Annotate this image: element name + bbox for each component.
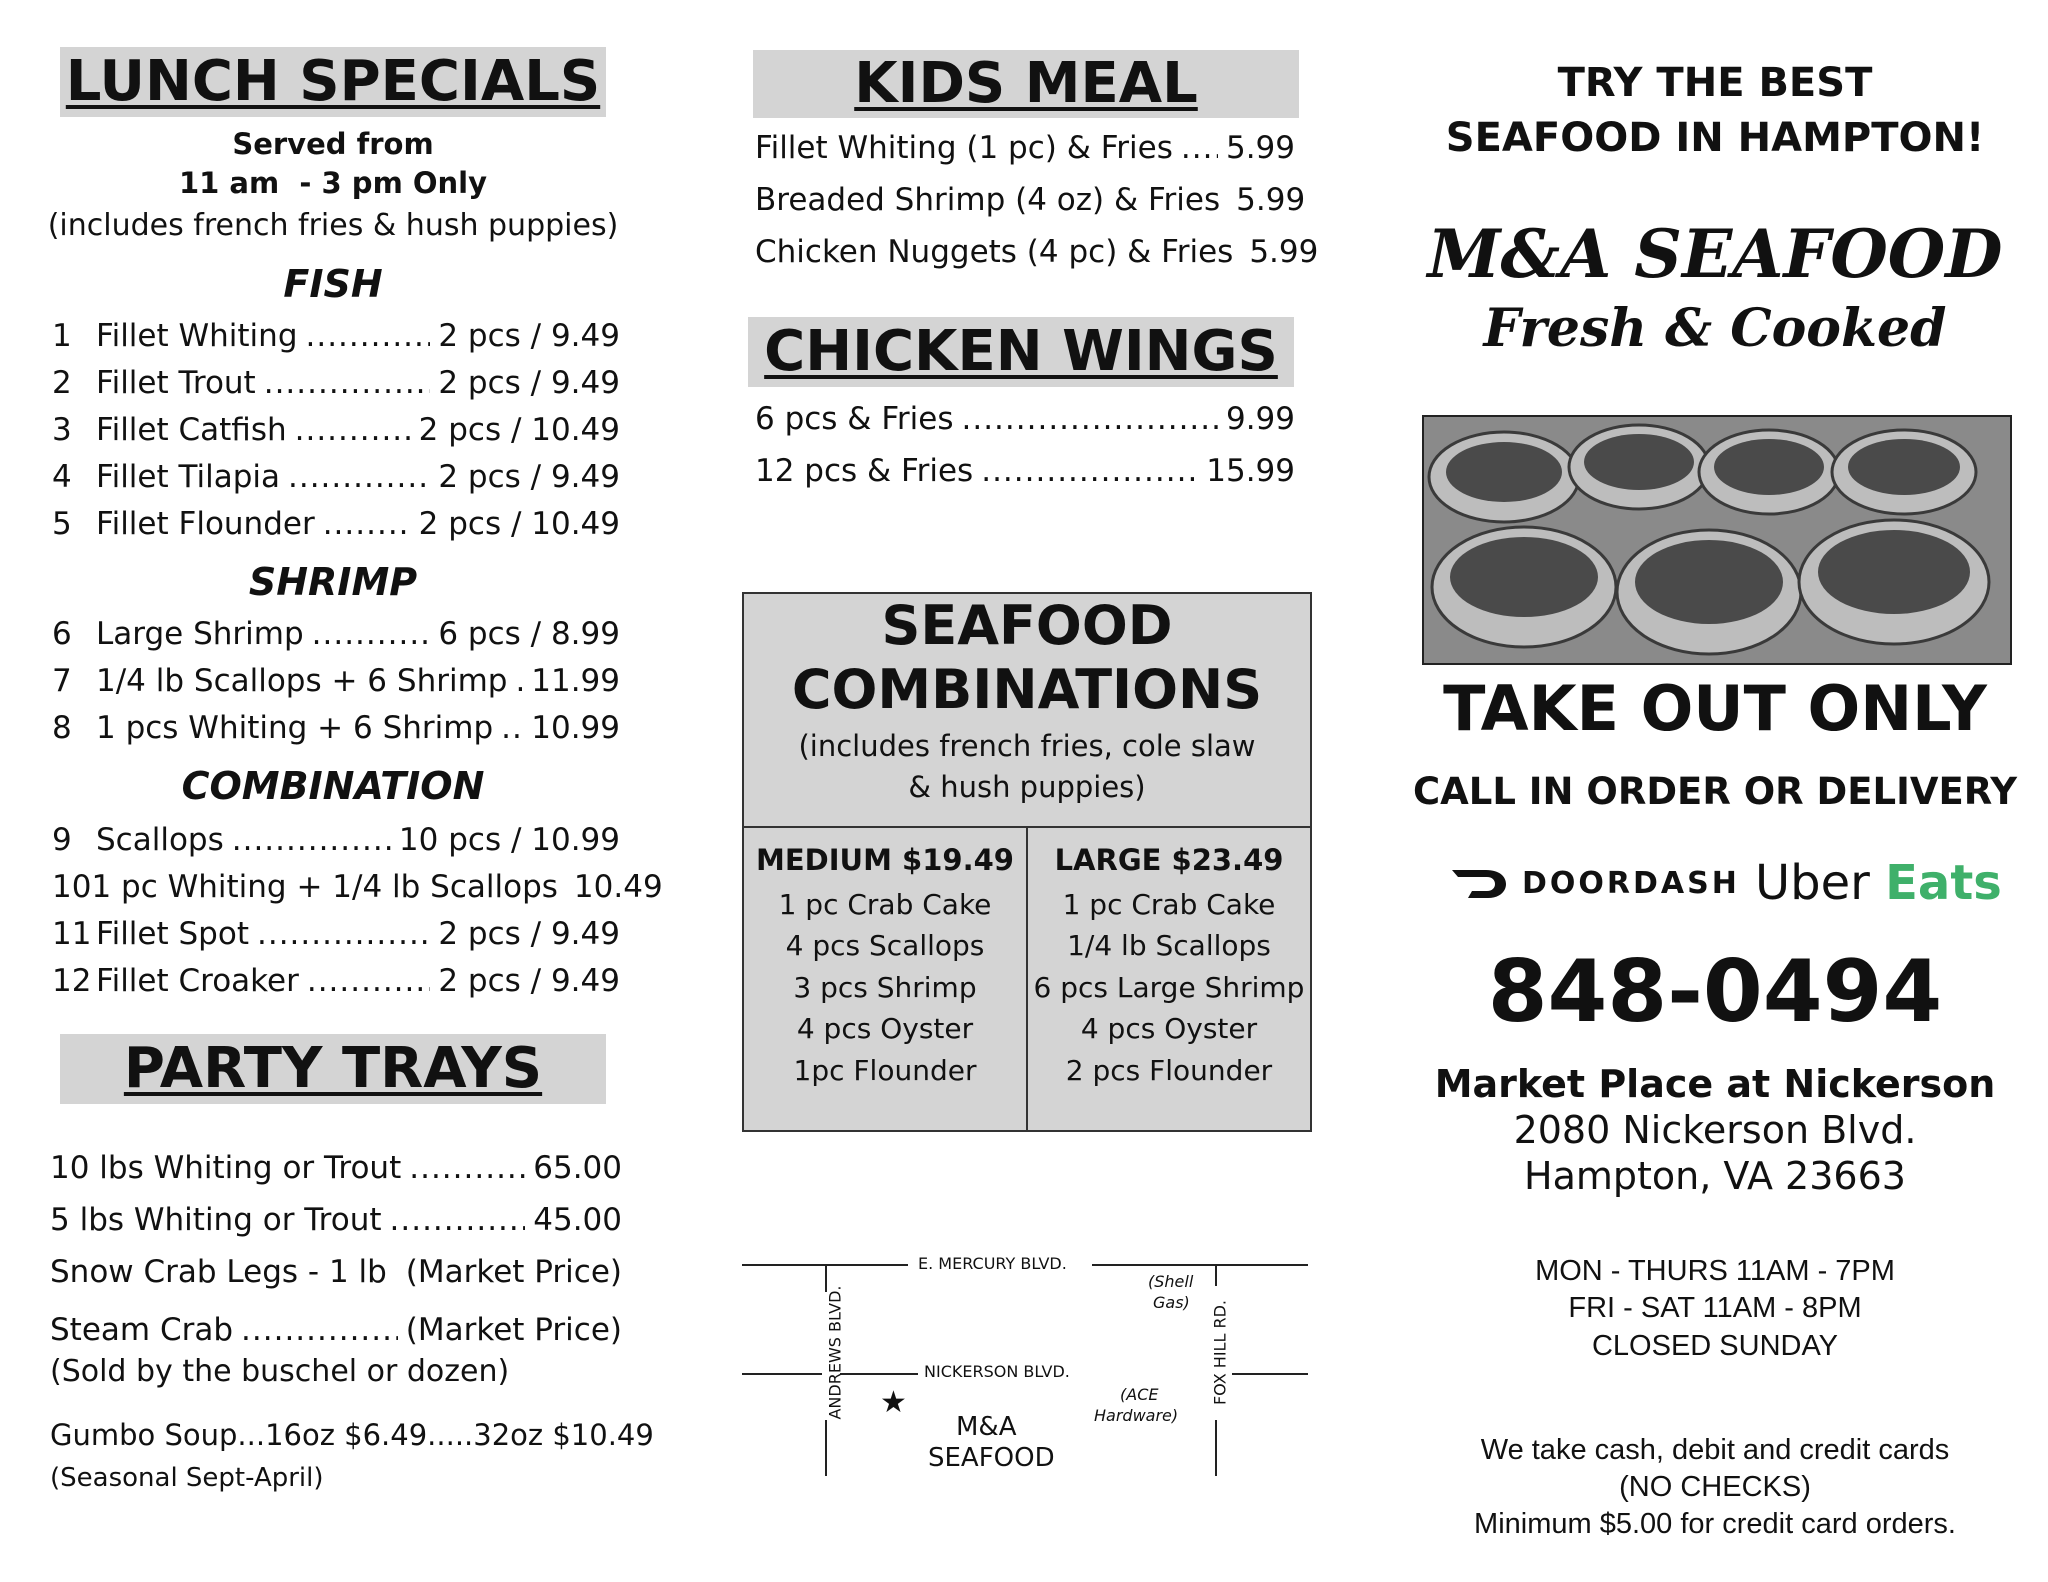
party-trays-title: PARTY TRAYS xyxy=(123,1036,543,1101)
foxhill-road xyxy=(1215,1264,1217,1286)
menu-item-row xyxy=(50,1150,622,1186)
item-name: Fillet Tilapia xyxy=(96,459,280,495)
hours-line-3: CLOSED SUNDAY xyxy=(1591,1330,1839,1362)
leader-dots xyxy=(501,710,523,746)
lunch-includes-note: (includes french fries & hush puppies) xyxy=(47,208,619,243)
andrews-label: ANDREWS BLVD. xyxy=(825,1285,845,1420)
try-best-line-2: SEAFOOD IN HAMPTON! xyxy=(1445,115,1985,161)
medium-item: 4 pcs Oyster xyxy=(796,1012,974,1045)
uber-label: Uber xyxy=(1755,855,1870,911)
menu-item-row xyxy=(50,1312,622,1348)
item-price: 11.99 xyxy=(531,663,620,699)
leader-dots xyxy=(323,506,411,542)
kids-meal-header xyxy=(753,50,1299,118)
item-name: Fillet Spot xyxy=(96,916,249,952)
item-name: 12 pcs & Fries xyxy=(755,453,974,489)
leader-dots xyxy=(241,1312,398,1348)
leader-dots xyxy=(962,401,1218,437)
menu-item-row xyxy=(52,663,620,699)
item-price: 2 pcs / 10.49 xyxy=(418,506,620,542)
doordash-label: DOORDASH xyxy=(1522,866,1740,901)
menu-item-row xyxy=(755,130,1295,166)
doordash-logo xyxy=(1450,866,1740,901)
shrimp-subheader: SHRIMP xyxy=(248,560,418,604)
item-name: 1 pc Whiting + 1/4 lb Scallops xyxy=(91,869,558,905)
item-number: 5 xyxy=(52,506,72,542)
market-place: Market Place at Nickerson xyxy=(1434,1062,1996,1106)
nickerson-road xyxy=(1232,1373,1308,1375)
item-name: Fillet Flounder xyxy=(96,506,315,542)
item-price: 6 pcs / 8.99 xyxy=(438,616,620,652)
shell-label-2: Gas) xyxy=(1153,1293,1190,1312)
item-price: (Market Price) xyxy=(405,1254,622,1290)
menu-item-row xyxy=(52,822,620,858)
foxhill-road xyxy=(1215,1420,1217,1476)
nickerson-label: NICKERSON BLVD. xyxy=(924,1362,1070,1381)
menu-item-row xyxy=(52,318,620,354)
menu-item-row xyxy=(52,412,620,448)
item-number: 4 xyxy=(52,459,72,495)
item-name: Fillet Trout xyxy=(96,365,256,401)
menu-item-row xyxy=(755,234,1319,270)
address-line-2: Hampton, VA 23663 xyxy=(1524,1154,1906,1198)
menu-item-row xyxy=(52,710,620,746)
leader-dots xyxy=(295,412,411,448)
item-name: Fillet Whiting (1 pc) & Fries xyxy=(755,130,1173,166)
item-price: 2 pcs / 9.49 xyxy=(438,318,620,354)
item-price: 65.00 xyxy=(533,1150,622,1186)
brand-tagline: Fresh & Cooked xyxy=(1483,298,1947,359)
item-price: 2 pcs / 9.49 xyxy=(438,963,620,999)
gumbo-soup: Gumbo Soup...16oz $6.49.....32oz $10.49 xyxy=(50,1418,654,1452)
combos-title-1: SEAFOOD xyxy=(881,594,1173,657)
ace-label-1: (ACE xyxy=(1120,1385,1159,1404)
item-number: 2 xyxy=(52,365,72,401)
medium-item: 4 pcs Scallops xyxy=(785,929,985,962)
leader-dots xyxy=(307,963,431,999)
large-item: 2 pcs Flounder xyxy=(1065,1053,1273,1087)
hours-line-2: FRI - SAT 11AM - 8PM xyxy=(1568,1292,1862,1324)
item-name: 6 pcs & Fries xyxy=(755,401,954,437)
menu-item-row xyxy=(52,869,663,905)
foxhill-label: FOX HILL RD. xyxy=(1210,1300,1230,1406)
item-name: Steam Crab xyxy=(50,1312,234,1348)
item-name: Breaded Shrimp (4 oz) & Fries xyxy=(755,182,1221,218)
payment-line-3: Minimum $5.00 for credit card orders. xyxy=(1474,1508,1956,1540)
item-name: Large Shrimp xyxy=(96,616,304,652)
medium-combo-title: MEDIUM $19.49 xyxy=(756,843,1014,877)
medium-combo xyxy=(744,828,1028,1132)
ace-label-2: Hardware) xyxy=(1094,1406,1179,1425)
chicken-wings-title: CHICKEN WINGS xyxy=(764,319,1278,384)
item-price: 2 pcs / 10.49 xyxy=(418,412,620,448)
kids-meal-title: KIDS MEAL xyxy=(854,51,1198,116)
party-trays-header xyxy=(60,1034,606,1104)
try-best-line-1: TRY THE BEST xyxy=(1557,60,1873,106)
nickerson-road xyxy=(742,1373,822,1375)
payment-line-1: We take cash, debit and credit cards xyxy=(1480,1434,1950,1466)
phone-number: 848-0494 xyxy=(1487,942,1943,1042)
combination-subheader: COMBINATION xyxy=(181,764,485,808)
large-combo-title: LARGE $23.49 xyxy=(1054,843,1284,877)
item-price: 45.00 xyxy=(533,1202,622,1238)
large-item: 6 pcs Large Shrimp xyxy=(1033,970,1305,1004)
steam-crab-note: (Sold by the buschel or dozen) xyxy=(50,1354,510,1389)
map-store-name-1: M&A xyxy=(956,1412,1017,1442)
doordash-icon xyxy=(1450,867,1508,901)
nickerson-road xyxy=(840,1373,918,1375)
served-line-2: 11 am - 3 pm Only xyxy=(178,166,488,200)
item-name: Chicken Nuggets (4 pc) & Fries xyxy=(755,234,1234,270)
leader-dots xyxy=(1181,130,1218,166)
chicken-wings-header xyxy=(748,317,1294,387)
brand-name: M&A SEAFOOD xyxy=(1427,215,2003,293)
item-price: 5.99 xyxy=(1249,234,1319,270)
item-price: 15.99 xyxy=(1206,453,1295,489)
item-number: 11 xyxy=(52,916,92,952)
menu-item-row xyxy=(52,963,620,999)
item-name: Fillet Catfish xyxy=(96,412,287,448)
leader-dots xyxy=(264,365,431,401)
fish-subheader: FISH xyxy=(283,262,383,306)
leader-dots xyxy=(288,459,430,495)
combos-includes-2: & hush puppies) xyxy=(908,770,1146,804)
leader-dots xyxy=(981,453,1198,489)
item-name: 10 lbs Whiting or Trout xyxy=(50,1150,402,1186)
call-in-order: CALL IN ORDER OR DELIVERY xyxy=(1412,770,2018,813)
menu-item-row xyxy=(50,1202,622,1238)
menu-item-row xyxy=(52,916,620,952)
combos-title-2: COMBINATIONS xyxy=(791,658,1263,721)
item-price: (Market Price) xyxy=(405,1312,622,1348)
hours-line-1: MON - THURS 11AM - 7PM xyxy=(1535,1255,1895,1287)
leader-dots xyxy=(232,822,391,858)
large-item: 1/4 lb Scallops xyxy=(1067,929,1271,962)
menu-item-row xyxy=(52,616,620,652)
star-icon: ★ xyxy=(880,1385,907,1420)
medium-item: 3 pcs Shrimp xyxy=(793,970,977,1004)
menu-item-row xyxy=(755,401,1295,437)
leader-dots xyxy=(257,916,430,952)
served-line-1: Served from xyxy=(232,127,434,161)
item-name: 5 lbs Whiting or Trout xyxy=(50,1202,382,1238)
item-number: 1 xyxy=(52,318,72,354)
item-name: 1 pcs Whiting + 6 Shrimp xyxy=(96,710,494,746)
medium-item: 1pc Flounder xyxy=(793,1053,977,1087)
mercury-road xyxy=(1092,1264,1308,1266)
leader-dots xyxy=(409,1150,525,1186)
item-price: 10.99 xyxy=(531,710,620,746)
item-price: 2 pcs / 9.49 xyxy=(438,916,620,952)
menu-item-row xyxy=(52,365,620,401)
combos-includes-1: (includes french fries, cole slaw xyxy=(798,729,1256,763)
map-store-name-2: SEAFOOD xyxy=(928,1443,1055,1473)
item-name: Fillet Whiting xyxy=(96,318,298,354)
item-name: 1/4 lb Scallops + 6 Shrimp xyxy=(96,663,508,699)
item-number: 3 xyxy=(52,412,72,448)
item-name: Snow Crab Legs - 1 lb xyxy=(50,1254,387,1290)
shell-label-1: (Shell xyxy=(1148,1272,1194,1291)
menu-item-row xyxy=(755,453,1295,489)
menu-item-row xyxy=(52,459,620,495)
item-number: 10 xyxy=(52,869,92,905)
menu-item-row xyxy=(52,506,620,542)
item-price: 10 pcs / 10.99 xyxy=(398,822,620,858)
item-number: 9 xyxy=(52,822,72,858)
item-name: Scallops xyxy=(96,822,224,858)
item-price: 5.99 xyxy=(1236,182,1306,218)
lunch-specials-header xyxy=(60,47,606,117)
menu-item-row xyxy=(755,182,1306,218)
leader-dots xyxy=(312,616,431,652)
large-item: 4 pcs Oyster xyxy=(1080,1012,1258,1045)
crab-baskets-image xyxy=(1424,417,2010,663)
andrews-road xyxy=(825,1420,827,1476)
combos-columns xyxy=(744,826,1310,1132)
leader-dots xyxy=(395,1254,398,1290)
large-combo xyxy=(1028,828,1310,1132)
take-out-only: TAKE OUT ONLY xyxy=(1443,672,1987,745)
item-name: Fillet Croaker xyxy=(96,963,299,999)
item-price: 9.99 xyxy=(1225,401,1295,437)
lunch-specials-title: LUNCH SPECIALS xyxy=(65,49,601,114)
large-item: 1 pc Crab Cake xyxy=(1062,887,1276,921)
ubereats-logo xyxy=(1755,855,2002,911)
item-price: 5.99 xyxy=(1225,130,1295,166)
medium-item: 1 pc Crab Cake xyxy=(778,887,992,921)
seafood-combinations-box xyxy=(742,592,1312,1132)
crab-baskets-photo xyxy=(1422,415,2012,665)
item-number: 8 xyxy=(52,710,72,746)
item-number: 6 xyxy=(52,616,72,652)
eats-label: Eats xyxy=(1885,855,2002,911)
leader-dots xyxy=(306,318,431,354)
payment-line-2: (NO CHECKS) xyxy=(1619,1471,1811,1503)
menu-item-row xyxy=(50,1254,622,1290)
item-number: 7 xyxy=(52,663,72,699)
item-number: 12 xyxy=(52,963,92,999)
mercury-label: E. MERCURY BLVD. xyxy=(918,1254,1067,1273)
item-price: 2 pcs / 9.49 xyxy=(438,365,620,401)
gumbo-soup-note: (Seasonal Sept-April) xyxy=(50,1463,324,1493)
item-price: 2 pcs / 9.49 xyxy=(438,459,620,495)
leader-dots xyxy=(390,1202,526,1238)
leader-dots xyxy=(515,663,523,699)
item-price: 10.49 xyxy=(573,869,663,905)
address-line-1: 2080 Nickerson Blvd. xyxy=(1513,1108,1917,1152)
